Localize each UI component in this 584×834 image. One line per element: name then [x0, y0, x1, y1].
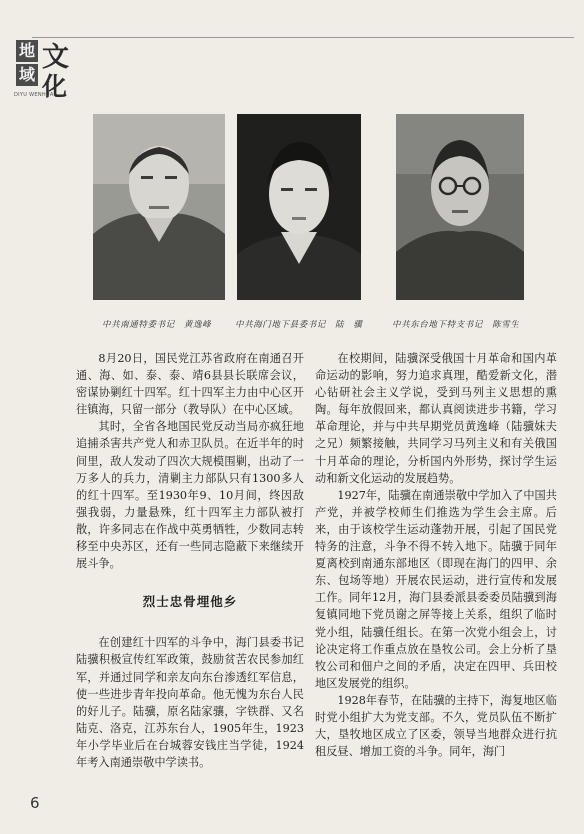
paragraph: 1928年春节，在陆骥的主持下，海复地区临时党小组扩大为党支部。不久，党员队伍不断扩大，垦牧地区成立了区委，领导当地群众进行抗租反昼、增加工资的斗争。同年，海门	[315, 693, 557, 759]
page-number: 6	[30, 794, 40, 812]
logo-english: DIYU WENHUA	[14, 92, 54, 98]
article-column-right	[315, 350, 557, 760]
header-rule	[32, 37, 574, 38]
column-logo	[8, 38, 88, 118]
logo-char-di: 地	[16, 40, 38, 62]
paragraph: 在校期间，陆骥深受俄国十月革命和国内革命运动的影响，努力追求真理，酷爱新文化，潜心钻研社会主义学说，受到马列主义思想的熏陶。每年放假回来，都认真阅读进步书籍，学习革命理论，并与中共早期党员黄逸峰（陆骥妹夫之兄）频繁接触，共同学习马列主义和有关俄国十月革命的理论，分析国内外形势，探讨学生运动和新文化运动的发展趋势。	[315, 352, 557, 485]
section-title: 烈士忠骨埋他乡	[142, 594, 238, 610]
caption-chen-xuesheng: 中共东台地下特支书记 陈雪生	[392, 320, 520, 330]
paragraph: 8月20日，国民党江苏省政府在南通召开通、海、如、泰、泰、靖6县县长联席会议，密谋协剿红十四军。红十四军主力由中心区开往镇海，只留一部分（教导队）在中心区域。	[76, 352, 304, 417]
paragraph: 在创建红十四军的斗争中，海门县委书记陆骥积极宣传红军政策，鼓励贫苦农民参加红军，并通过同学和亲友向东台渗透红军信息，使一些进步青年投向革命。他无愧为东台人民的好儿子。陆骥，原名陆家骧，字铁群、又名陆克、洛克，江苏东台人，1905年生，1923年小学毕业后在台城蓉安钱庄当学徒，1924年考入南通崇敬中学读书。	[76, 636, 304, 769]
article-column-left	[76, 350, 304, 771]
paragraph: 其时，全省各地国民党反动当局亦疯狂地追捕杀害共产党人和赤卫队员。在近半年的时间里，敌人发动了四次大规模围剿，出动了一万多人的兵力，清剿主力部队只有1300多人的红十四军。至1930年9、10月间，终因敌强我弱，力量悬殊，红十四军主力部队被打散，许多同志在作战中英勇牺牲，少数同志转移至中央苏区，还有一些同志隐蔽下来继续开展斗争。	[76, 420, 304, 571]
caption-huang-yifeng: 中共南通特委书记 黄逸峰	[102, 320, 212, 330]
portrait-lu-ji	[237, 114, 361, 300]
portrait-huang-yifeng	[93, 114, 225, 300]
paragraph: 1927年，陆骥在南通崇敬中学加入了中国共产党，并被学校师生们推选为学生会主席。后来，由于该校学生运动蓬勃开展，引起了国民党特务的注意，斗争不得不转入地下。陆骥于同年夏离校到南通东部地区（即现在海门的四甲、余东、包场等地）开展农民运动，进行宣传和发展工作。同年12月，海门县委派县委委员陆骥到海复镇同地下党员谢之屏等接上关系，组织了临时党小组，陆骥任组长。在第一次党小组会上，讨论决定将工作重点放在垦牧公司。会上分析了垦牧公司和佃户之间的矛盾，决定在四甲、兵田校地区发展党的组织。	[315, 488, 557, 690]
logo-char-yu: 域	[16, 64, 38, 86]
logo-char-wen: 文	[42, 42, 69, 73]
logo-char-hua: 化	[42, 72, 68, 101]
caption-lu-ji: 中共海门地下县委书记 陆 骥	[235, 320, 363, 330]
portrait-chen-xuesheng	[396, 114, 524, 300]
